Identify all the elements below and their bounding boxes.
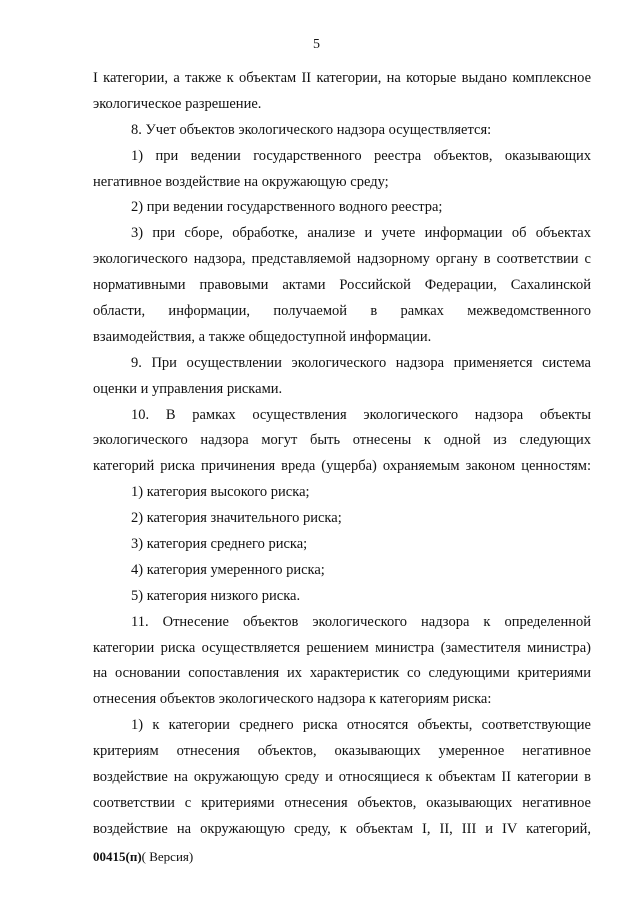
text-line: экологическое разрешение. xyxy=(93,95,262,112)
text-line: на основании сопоставления их характеристик со следующими критериями xyxy=(93,665,591,682)
text-line: 1) категория высокого риска; xyxy=(131,484,310,501)
document-code: 00415(п) xyxy=(93,849,142,864)
footer xyxy=(93,849,193,865)
text-line: области, информации, получаемой в рамках межведомственного xyxy=(93,303,591,320)
text-line: воздействие на окружающую среду, к объектам I, II, III и IV категорий, xyxy=(93,820,591,837)
text-line: экологического надзора, представляемой надзорному органу в соответствии с xyxy=(93,251,591,268)
text-line: критериям отнесения объектов, оказывающих умеренное негативное xyxy=(93,743,591,760)
text-line: соответствии с критериями отнесения объектов, оказывающих негативное xyxy=(93,794,591,811)
text-line: 8. Учет объектов экологического надзора осуществляется: xyxy=(131,121,492,138)
page-number: 5 xyxy=(313,37,320,52)
text-line: нормативными правовыми актами Российской Федерации, Сахалинской xyxy=(93,277,591,294)
text-line: 3) при сборе, обработке, анализе и учете информации об объектах xyxy=(131,225,591,242)
text-line: экологического надзора могут быть отнесены к одной из следующих xyxy=(93,432,591,449)
text-line: негативное воздействие на окружающую среду; xyxy=(93,173,389,190)
text-line: категорий риска причинения вреда (ущерба) охраняемым законом ценностям: xyxy=(93,458,591,475)
text-line: 3) категория среднего риска; xyxy=(131,536,308,553)
text-line: 4) категория умеренного риска; xyxy=(131,561,325,578)
text-line: 2) при ведении государственного водного реестра; xyxy=(131,199,443,216)
text-line: 11. Отнесение объектов экологического надзора к определенной xyxy=(131,613,591,630)
text-line: 1) при ведении государственного реестра объектов, оказывающих xyxy=(131,147,591,164)
text-line: 10. В рамках осуществления экологического надзора объекты xyxy=(131,406,591,423)
text-line: оценки и управления рисками. xyxy=(93,380,283,397)
document-version: ( Версия) xyxy=(141,849,194,864)
text-line: 1) к категории среднего риска относятся объекты, соответствующие xyxy=(131,717,591,734)
text-line: отнесения объектов экологического надзора к категориям риска: xyxy=(93,691,492,708)
body-text xyxy=(93,66,591,843)
text-line: взаимодействия, а также общедоступной информации. xyxy=(93,328,432,345)
text-line: воздействие на окружающую среду и относящиеся к объектам II категории в xyxy=(93,769,591,786)
text-line: 9. При осуществлении экологического надзора применяется система xyxy=(131,354,591,371)
text-line: 2) категория значительного риска; xyxy=(131,510,342,527)
text-line: категории риска осуществляется решением министра (заместителя министра) xyxy=(93,639,591,656)
text-line: I категории, а также к объектам II категории, на которые выдано комплексное xyxy=(93,70,591,86)
text-line: 5) категория низкого риска. xyxy=(131,587,301,604)
